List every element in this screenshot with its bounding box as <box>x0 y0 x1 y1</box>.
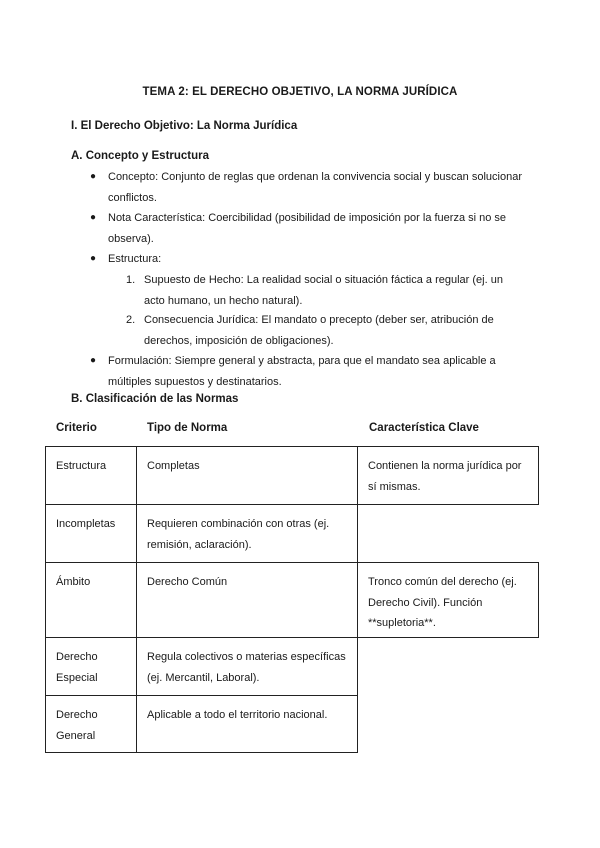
item-text: Consecuencia Jurídica: El mandato o precepto (deber ser, atribución de derechos, imposición de obligaciones). <box>144 314 494 347</box>
table-header-tipo: Tipo de Norma <box>147 422 228 434</box>
list-item-text: Estructura: <box>108 253 162 265</box>
table-cell: Requieren combinación con otras (ej. remisión, aclaración). <box>136 504 358 563</box>
section-heading-a: A. Concepto y Estructura <box>71 150 210 162</box>
item-number: 1. <box>126 274 136 286</box>
section-heading-b: B. Clasificación de las Normas <box>71 393 239 405</box>
bullet-icon: ● <box>90 253 97 264</box>
bullet-icon: ● <box>90 355 97 366</box>
table-cell: Contienen la norma jurídica por sí mismas. <box>357 446 539 505</box>
bullet-icon: ● <box>90 212 97 223</box>
list-item-text: Nota Característica: Coercibilidad (posibilidad de imposición por la fuerza si no se observa). <box>108 212 507 245</box>
table-cell: Estructura <box>45 446 137 505</box>
table-cell: Aplicable a todo el territorio nacional. <box>136 695 358 753</box>
table-cell: Derecho Común <box>136 562 358 638</box>
table-cell: Incompletas <box>45 504 137 563</box>
document-title: TEMA 2: EL DERECHO OBJETIVO, LA NORMA JURÍDICA <box>142 86 458 98</box>
table-cell: Tronco común del derecho (ej. Derecho Civil). Función **supletoria**. <box>357 562 539 638</box>
table-cell: Derecho Especial <box>45 637 137 696</box>
table-cell: Regula colectivos o materias específicas (ej. Mercantil, Laboral). <box>136 637 358 696</box>
table-header-caracteristica: Característica Clave <box>369 422 479 434</box>
table-cell: Ámbito <box>45 562 137 638</box>
table-cell: Completas <box>136 446 358 505</box>
table-cell: Derecho General <box>45 695 137 753</box>
list-item-text: Concepto: Conjunto de reglas que ordenan la convivencia social y buscan solucionar conflictos. <box>108 171 522 204</box>
item-number: 2. <box>126 314 136 326</box>
item-text: Supuesto de Hecho: La realidad social o situación fáctica a regular (ej. un acto humano, un hecho natural). <box>144 274 503 307</box>
bullet-icon: ● <box>90 171 97 182</box>
section-heading-i: I. El Derecho Objetivo: La Norma Jurídica <box>71 120 298 132</box>
list-item-text: Formulación: Siempre general y abstracta, para que el mandato sea aplicable a múltiples supuestos y destinatarios. <box>108 355 496 388</box>
table-header-criterio: Criterio <box>56 422 97 434</box>
